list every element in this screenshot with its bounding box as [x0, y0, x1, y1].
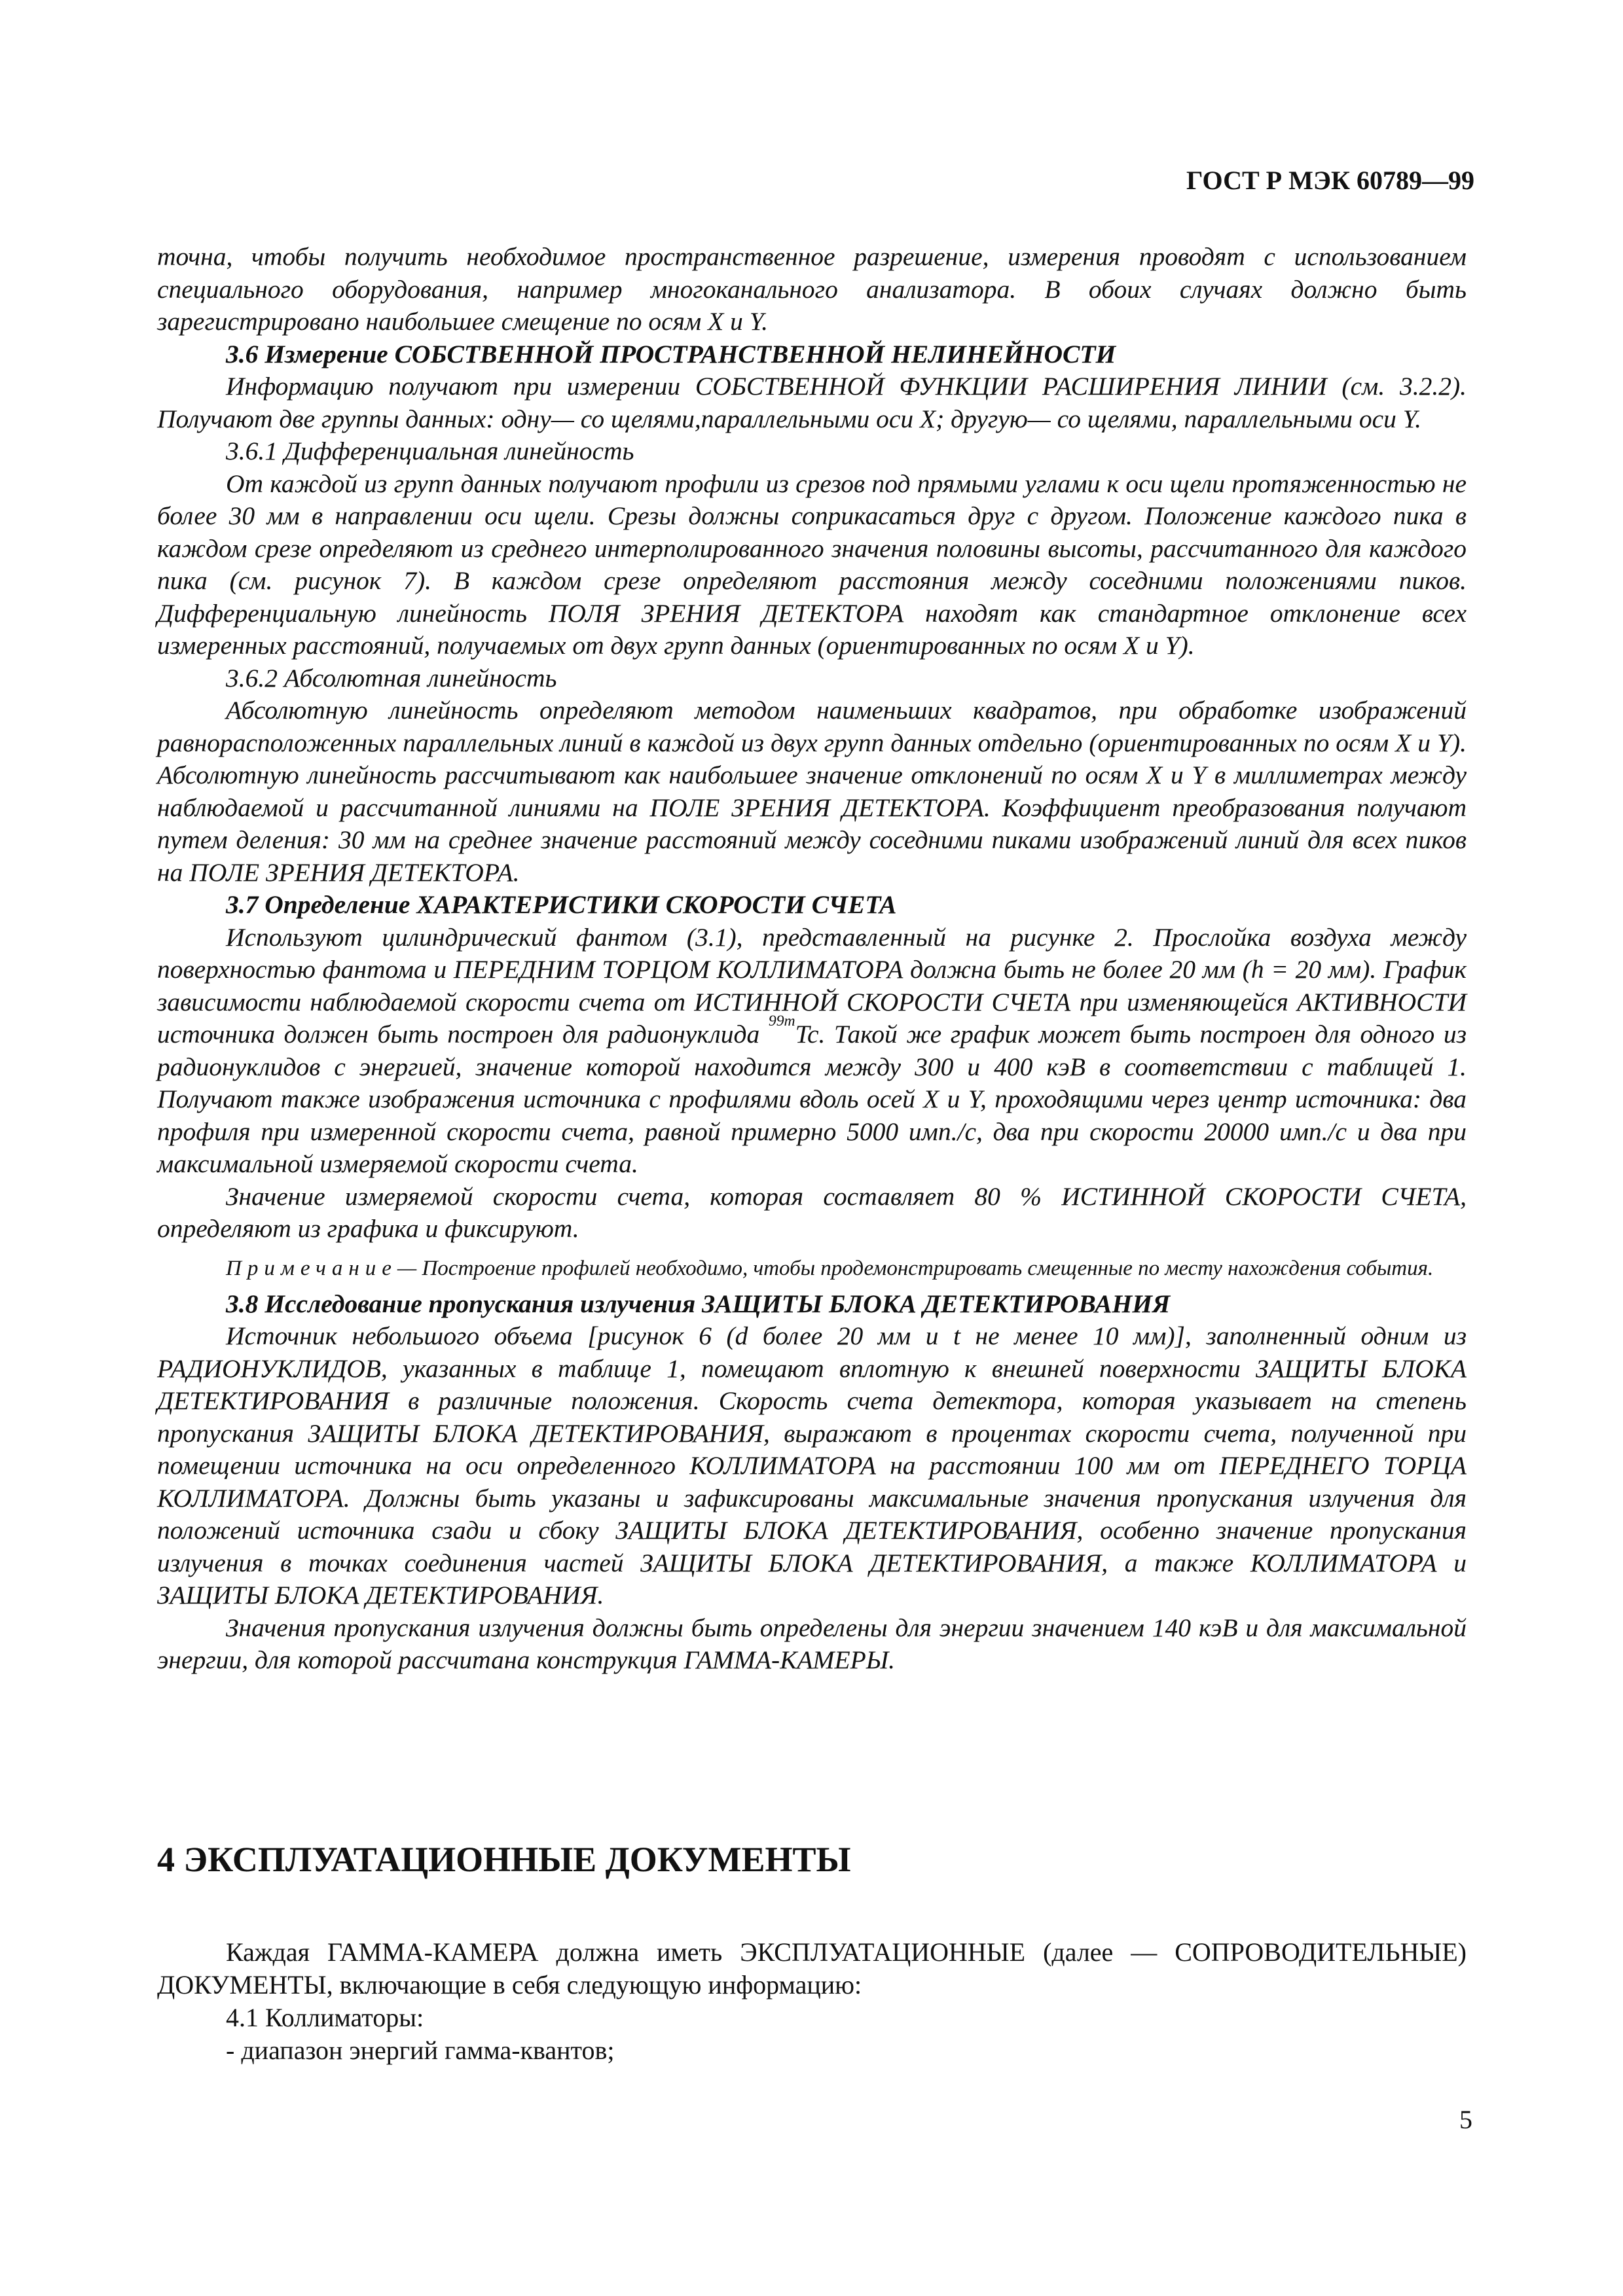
list-item: 4.1 Коллиматоры:	[226, 2003, 424, 2032]
section-4-body	[157, 1936, 1467, 2067]
paragraph: Информацию получают при измерении СОБСТВЕННОЙ ФУНКЦИИ РАСШИРЕНИЯ ЛИНИИ (см. 3.2.2). Получают две группы данных: одну— со щелями,параллельными оси X; другую— со щелями, параллельными оси Y.	[157, 372, 1467, 433]
isotope-superscript: 99m	[768, 1012, 795, 1030]
page-number: 5	[1459, 2105, 1472, 2134]
note-text: — Построение профилей необходимо, чтобы продемонстрировать смещенные по месту нахождения события.	[397, 1256, 1434, 1280]
subsection-heading-3-8: 3.8 Исследование пропускания излучения ЗАЩИТЫ БЛОКА ДЕТЕКТИРОВАНИЯ	[226, 1289, 1171, 1318]
subsection-heading-3-6-1: 3.6.1 Дифференциальная линейность	[226, 437, 634, 465]
paragraph: Источник небольшого объема [рисунок 6 (d более 20 мм и t не менее 10 мм)], заполненный одним из РАДИОНУКЛИДОВ, указанных в таблице 1, помещают вплотную к внешней поверхности ЗАЩИТЫ БЛОКА ДЕТЕКТИРОВАНИЯ в различные положения. Скорость счета детектора, которая указывает на степень пропускания ЗАЩИТЫ БЛОКА ДЕТЕКТИРОВАНИЯ, выражают в процентах скорости счета, полученной при помещении источника на оси определенного КОЛЛИМАТОРА на расстоянии 100 мм от ПЕРЕДНЕГО ТОРЦА КОЛЛИМАТОРА. Должны быть указаны и зафиксированы максимальные значения пропускания излучения для положений источника сзади и сбоку ЗАЩИТЫ БЛОКА ДЕТЕКТИРОВАНИЯ, особенно значение пропускания излучения в точках соединения частей ЗАЩИТЫ БЛОКА ДЕТЕКТИРОВАНИЯ, а также КОЛЛИМАТОРА и ЗАЩИТЫ БЛОКА ДЕТЕКТИРОВАНИЯ.	[157, 1321, 1467, 1609]
text-run: Tc. Такой же график может быть построен для одного из радионуклидов с энергией, значение которой находится между 300 и 400 кэВ в соответствии с таблицей 1. Получают также изображения источника с профилями вдоль осей X и Y, проходящими через центр источника: два профиля при измеренной скорости счета, равной примерно 5000 имп./с, два при скорости 20000 имп./с и два при максимальной измеряемой скорости счета.	[157, 1020, 1467, 1178]
paragraph	[157, 922, 1467, 1181]
paragraph: точна, чтобы получить необходимое пространственное разрешение, измерения проводят с использованием специального оборудования, например многоканального анализатора. В обоих случаях должно быть зарегистрировано наибольшее смещение по осям X и Y.	[157, 242, 1467, 336]
note	[157, 1255, 1467, 1283]
paragraph: Значения пропускания излучения должны быть определены для энергии значением 140 кэВ и для максимальной энергии, для которой рассчитана конструкция ГАММА-КАМЕРЫ.	[157, 1613, 1467, 1674]
paragraph: Каждая ГАММА-КАМЕРА должна иметь ЭКСПЛУАТАЦИОННЫЕ (далее — СОПРОВОДИТЕЛЬНЫЕ) ДОКУМЕНТЫ, включающие в себя следующую информацию:	[157, 1937, 1467, 2000]
document-body	[157, 241, 1467, 1677]
subsection-heading-3-6: 3.6 Измерение СОБСТВЕННОЙ ПРОСТРАНСТВЕННОЙ НЕЛИНЕЙНОСТИ	[226, 339, 1116, 368]
section-heading-4: 4 ЭКСПЛУАТАЦИОННЫЕ ДОКУМЕНТЫ	[157, 1840, 851, 1879]
subsection-heading-3-6-2: 3.6.2 Абсолютная линейность	[226, 663, 557, 692]
text-run: Используют цилиндрический фантом (3.1), представленный на рисунке 2. Прослойка воздуха между поверхностью фантома и ПЕРЕДНИМ ТОРЦОМ КОЛЛИМАТОРА должна быть не более 20 мм (h = 20 мм). График зависимости наблюдаемой скорости счета от ИСТИННОЙ СКОРОСТИ СЧЕТА при изменяющейся АКТИВНОСТИ источника должен быть построен для радионуклида	[157, 922, 1467, 1049]
paragraph: Абсолютную линейность определяют методом наименьших квадратов, при обработке изображений равнорасположенных параллельных линий в каждой из двух групп данных отдельно (ориентированных по осям X и Y). Абсолютную линейность рассчитывают как наибольшее значение отклонений по осям X и Y в миллиметрах между наблюдаемой и рассчитанной линиями на ПОЛЕ ЗРЕНИЯ ДЕТЕКТОРА. Коэффициент преобразования получают путем деления: 30 мм на среднее значение расстояний между соседними пиками изображений линий для всех пиков на ПОЛЕ ЗРЕНИЯ ДЕТЕКТОРА.	[157, 696, 1467, 887]
list-item: - диапазон энергий гамма-квантов;	[226, 2036, 615, 2065]
paragraph: Значение измеряемой скорости счета, которая составляет 80 % ИСТИННОЙ СКОРОСТИ СЧЕТА, определяют из графика и фиксируют.	[157, 1181, 1467, 1243]
paragraph: От каждой из групп данных получают профили из срезов под прямыми углами к оси щели протяженностью не более 30 мм в направлении оси щели. Срезы должны соприкасаться друг с другом. Положение каждого пика в каждом срезе определяют из среднего интерполированного значения половины высоты, рассчитанного для каждого пика (см. рисунок 7). В каждом срезе определяют расстояния между соседними положениями пиков. Дифференциальную линейность ПОЛЯ ЗРЕНИЯ ДЕТЕКТОРА находят как стандартное отклонение всех измеренных расстояний, получаемых от двух групп данных (ориентированных по осям X и Y).	[157, 469, 1467, 660]
note-label: Примечание	[226, 1256, 397, 1280]
subsection-heading-3-7: 3.7 Определение ХАРАКТЕРИСТИКИ СКОРОСТИ СЧЕТА	[226, 890, 897, 919]
document-header: ГОСТ Р МЭК 60789—99	[1186, 166, 1474, 195]
